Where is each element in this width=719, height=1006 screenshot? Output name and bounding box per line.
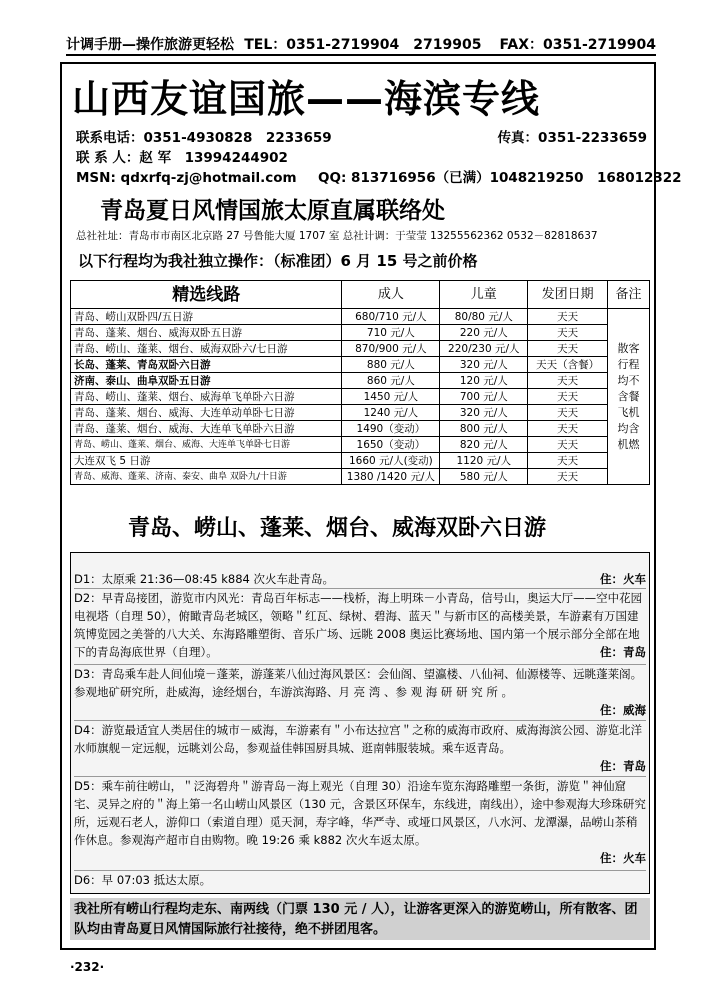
adult-price: 1240 元/人 <box>342 405 440 421</box>
col-date: 发团日期 <box>528 281 608 309</box>
depart-date: 天天 <box>528 421 608 437</box>
footer-note: 我社所有崂山行程均走东、南两线（门票 130 元 / 人），让游客更深入的游览崂山，所有散客、团队均由青岛夏日风情国际旅行社接待，绝不拼团甩客。 <box>70 898 650 940</box>
route-name: 青岛、崂山、蓬莱、烟台、威海双卧六/七日游 <box>71 341 342 357</box>
itinerary-day-5 <box>74 776 646 865</box>
child-price: 80/80 元/人 <box>440 309 528 325</box>
adult-price: 860 元/人 <box>342 373 440 389</box>
child-price: 800 元/人 <box>440 421 528 437</box>
adult-price: 1660 元/人(变动) <box>342 453 440 469</box>
child-price: 820 元/人 <box>440 437 528 453</box>
header-fax: FAX：0351-2719904 <box>499 37 656 53</box>
itinerary-day-3 <box>74 664 646 717</box>
route-name: 青岛、崂山双卧四/五日游 <box>71 309 342 325</box>
itinerary-day-4 <box>74 720 646 773</box>
table-row <box>71 453 650 469</box>
header-left: 计调手册—操作旅游更轻松 <box>66 37 234 53</box>
depart-date: 天天 <box>528 405 608 421</box>
itinerary-day-1 <box>74 570 646 588</box>
col-note: 备注 <box>608 281 650 309</box>
table-row <box>71 421 650 437</box>
adult-price: 1380 /1420 元/人 <box>342 469 440 485</box>
col-adult: 成人 <box>342 281 440 309</box>
contact-person: 联 系 人：赵 军 13994244902 <box>76 150 288 166</box>
child-price: 700 元/人 <box>440 389 528 405</box>
table-row <box>71 357 650 373</box>
table-row <box>71 469 650 485</box>
child-price: 120 元/人 <box>440 373 528 389</box>
page-header <box>66 30 656 56</box>
route-name: 青岛、蓬莱、烟台、威海、大连单飞单卧六日游 <box>71 421 342 437</box>
day-text: D5：乘车前往崂山，＂泛海碧舟＂游青岛－海上观光（自理 30）沿途车览东海路雕塑一条街，游览＂神仙窟宅、灵异之府的＂海上第一名山崂山风景区（130 元，含景区环保车，东线进，南线出），途中参观海大珍珠研究所，远观石老人，游仰口（索道自理）觅天洞，寿字峰，华严寺、或垭口风景区，八水河、龙潭瀑，品崂山茶稍作休息。参观海产超市自由购物。晚 19:26 乘 k882 次火车返太原。 <box>74 779 646 847</box>
adult-price: 680/710 元/人 <box>342 309 440 325</box>
depart-date: 天天 <box>528 453 608 469</box>
route-name: 青岛、蓬莱、烟台、威海、大连单动单卧七日游 <box>71 405 342 421</box>
office-address: 总社社址：青岛市市南区北京路 27 号鲁能大厦 1707 室 总社计调：于莹莹 13255562362 0532－82818637 <box>76 230 598 242</box>
office-subtitle: 青岛夏日风情国旅太原直属联络处 <box>100 198 445 224</box>
table-row <box>71 373 650 389</box>
adult-price: 1450 元/人 <box>342 389 440 405</box>
depart-date: 天天 <box>528 469 608 485</box>
day-stay: 住：青岛 <box>600 759 646 773</box>
day-text: D4：游览最适宜人类居住的城市－威海，车游素有＂小布达拉宫＂之称的威海市政府、威海海滨公园、游览北洋水师旗舰－定远舰，远眺刘公岛，参观益佳韩国厨具城、逛南韩服装城。乘车返青岛。 <box>74 723 643 755</box>
table-row <box>71 437 650 453</box>
itinerary-day-2 <box>74 588 646 661</box>
day-stay: 住：火车 <box>600 572 646 586</box>
depart-date: 天天 <box>528 325 608 341</box>
contact-phone: 联系电话：0351-4930828 2233659 <box>76 130 332 146</box>
table-row <box>71 309 650 325</box>
day-text: D6：早 07:03 抵达太原。 <box>74 873 212 887</box>
day-text: D1：太原乘 21:36—08:45 k884 次火车赴青岛。 <box>74 572 335 586</box>
route-name: 青岛、威海、蓬莱、济南、泰安、曲阜 双卧九/十日游 <box>71 469 342 485</box>
child-price: 320 元/人 <box>440 357 528 373</box>
route-name: 济南、泰山、曲阜双卧五日游 <box>71 373 342 389</box>
depart-date: 天天 <box>528 341 608 357</box>
contact-qq: QQ: 813716956（已满）1048219250 168012322 <box>318 170 682 186</box>
col-route: 精选线路 <box>71 281 342 309</box>
day-stay: 住：威海 <box>600 703 646 717</box>
table-header-row <box>71 281 650 309</box>
depart-date: 天天 <box>528 373 608 389</box>
route-name: 青岛、崂山、蓬莱、烟台、威海单飞单卧六日游 <box>71 389 342 405</box>
adult-price: 880 元/人 <box>342 357 440 373</box>
depart-date: 天天 <box>528 437 608 453</box>
adult-price: 870/900 元/人 <box>342 341 440 357</box>
route-title: 青岛、崂山、蓬莱、烟台、威海双卧六日游 <box>128 516 547 541</box>
route-name: 大连双飞 5 日游 <box>71 453 342 469</box>
header-tel: TEL：0351-2719904 2719905 <box>244 37 482 53</box>
ad-title: 山西友谊国旅——海滨专线 <box>72 77 541 121</box>
table-row <box>71 341 650 357</box>
day-stay: 住：火车 <box>600 851 646 865</box>
table-row <box>71 325 650 341</box>
child-price: 220/230 元/人 <box>440 341 528 357</box>
day-stay: 住：青岛 <box>600 645 646 659</box>
adult-price: 1650（变动） <box>342 437 440 453</box>
route-name: 青岛、蓬莱、烟台、威海双卧五日游 <box>71 325 342 341</box>
depart-date: 天天 <box>528 309 608 325</box>
adult-price: 710 元/人 <box>342 325 440 341</box>
route-name: 长岛、蓬莱、青岛双卧六日游 <box>71 357 342 373</box>
child-price: 320 元/人 <box>440 405 528 421</box>
day-text: D3：青岛乘车赴人间仙境－蓬莱，游蓬莱八仙过海风景区：会仙阁、望瀛楼、八仙祠、仙源楼等、远眺蓬莱阁。参观地矿研究所，赴威海，途经烟台，车游滨海路、月 亮 湾 、参 观 海 研 研 究 所 。 <box>74 667 643 699</box>
table-row <box>71 405 650 421</box>
contact-fax: 传真：0351-2233659 <box>497 130 647 146</box>
col-child: 儿童 <box>440 281 528 309</box>
table-note: 散客行程均不含餐 飞机均含机燃 <box>608 309 650 485</box>
contact-msn: MSN: qdxrfq-zj@hotmail.com <box>76 170 297 186</box>
adult-price: 1490（变动） <box>342 421 440 437</box>
child-price: 1120 元/人 <box>440 453 528 469</box>
table-row <box>71 389 650 405</box>
page-number: ·232· <box>70 960 105 974</box>
route-name: 青岛、崂山、蓬莱、烟台、威海、大连单飞单卧七日游 <box>71 437 342 453</box>
day-text: D2：早青岛接团，游览市内风光：青岛百年标志——栈桥，海上明珠－小青岛，信号山，奥运大厅——空中花园电视塔（自理 50），俯瞰青岛老城区，领略＂红瓦、绿树、碧海、蓝天＂与新市区的高楼美景，车游素有万国建筑博览园之美誉的八大关、东海路雕塑街、音乐广场、远眺 2008 奥运比赛场地、国内第一个展示部分全部在地下的青岛海底世界（自理）。 <box>74 591 643 659</box>
depart-date: 天天（含餐） <box>528 357 608 373</box>
child-price: 220 元/人 <box>440 325 528 341</box>
itinerary-day-6 <box>74 870 646 889</box>
route-price-table <box>70 280 650 485</box>
child-price: 580 元/人 <box>440 469 528 485</box>
depart-date: 天天 <box>528 389 608 405</box>
price-notice: 以下行程均为我社独立操作：（标准团）6 月 15 号之前价格 <box>78 252 478 270</box>
